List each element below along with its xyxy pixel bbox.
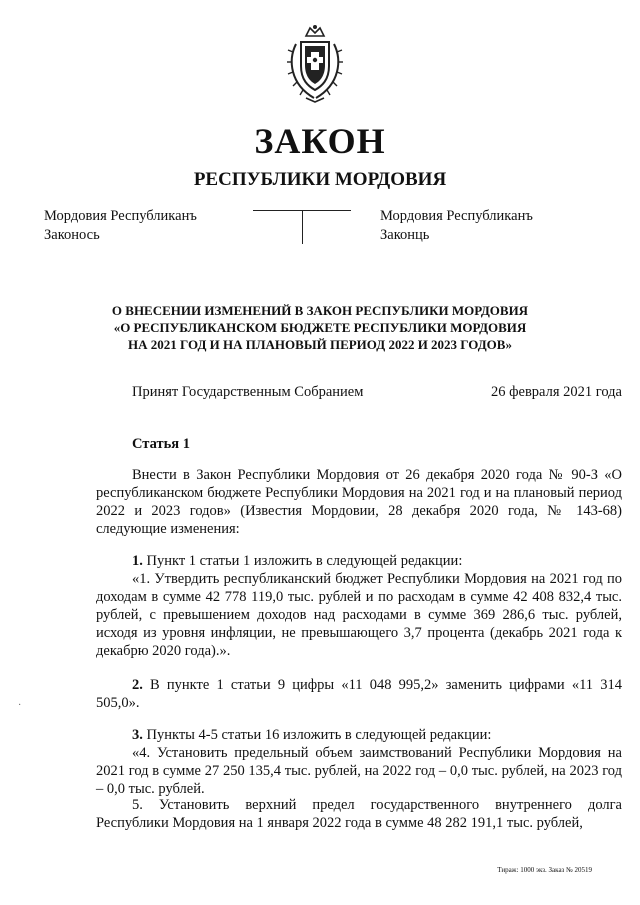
item3-heading [96,726,622,744]
law-title: ЗАКОН [254,121,386,161]
item3-continuation: 5. Установить верхний предел государственного внутреннего долга Республики Мордовия на 1 января 2022 года в сумме 48 282 191,1 тыс. рублей, [96,797,622,831]
item2-paragraph [96,676,622,712]
header-right-block [380,207,533,245]
article-intro-paragraph: Внести в Закон Республики Мордовия от 26 декабря 2020 года № 90-З «О республиканском бюджете Республики Мордовия на 2021 год и на плановый период 2022 и 2023 годов» (Известия Мордовии, 28 декабря 2020 года, № 143-68) следующие изменения: [96,467,622,537]
adoption-date: 26 февраля 2021 года [490,384,622,400]
item2-number: 2. [132,677,143,693]
header-right-line1: Мордовия Республиканъ [380,208,533,224]
item1-heading-text: Пункт 1 статьи 1 изложить в следующей редакции: [142,553,463,569]
bill-title-line1: О ВНЕСЕНИИ ИЗМЕНЕНИЙ В ЗАКОН РЕСПУБЛИКИ МОРДОВИЯ [111,303,529,318]
item1-number: 1. [132,553,143,569]
item2-text: В пункте 1 статьи 9 цифры «11 048 995,2» заменить цифрами «11 314 505,0». [96,677,622,711]
item1-heading [96,552,622,570]
item3-number: 3. [132,727,143,743]
header-right-line2: Законць [380,227,430,243]
header-left-line1: Мордовия Республиканъ [44,208,197,224]
header-left-line2: Законось [44,227,100,243]
item3-body: «4. Установить предельный объем заимствований Республики Мордовия на 2021 год в сумме 27 250 135,4 тыс. рублей, на 2022 год – 0,0 тыс. рублей, на 2023 год – 0,0 тыс. рублей. [96,745,622,797]
coat-of-arms-emblem [284,22,346,106]
item3-heading-text: Пункты 4-5 статьи 16 изложить в следующей редакции: [142,727,492,743]
law-subtitle: РЕСПУБЛИКИ МОРДОВИЯ [193,169,447,190]
item1-body: «1. Утвердить республиканский бюджет Республики Мордовия на 2021 год по доходам в сумме 42 778 119,0 тыс. рублей и по расходам в сумме 42 408 832,4 тыс. рублей, с превышением доходов над расходами в сумме 369 286,6 тыс. рублей, исходя из уровня инфляции, не превышающего 3,7 процента (декабрь 2021 года к декабрю 2020 года).». [96,571,622,659]
header-left-block [44,207,197,245]
adoption-label: Принят Государственным Собранием [132,384,364,400]
bill-title-line2: «О РЕСПУБЛИКАНСКОМ БЮДЖЕТЕ РЕСПУБЛИКИ МОРДОВИЯ [113,320,527,335]
bill-title [0,302,640,353]
article-heading: Статья 1 [132,436,190,452]
print-run-note: Тираж: 1000 экз. Заказ № 20519 [497,866,592,874]
scan-mark: · [18,700,22,711]
header-divider-vertical [302,210,303,244]
bill-title-line3: НА 2021 ГОД И НА ПЛАНОВЫЙ ПЕРИОД 2022 И 2023 ГОДОВ» [128,337,512,352]
